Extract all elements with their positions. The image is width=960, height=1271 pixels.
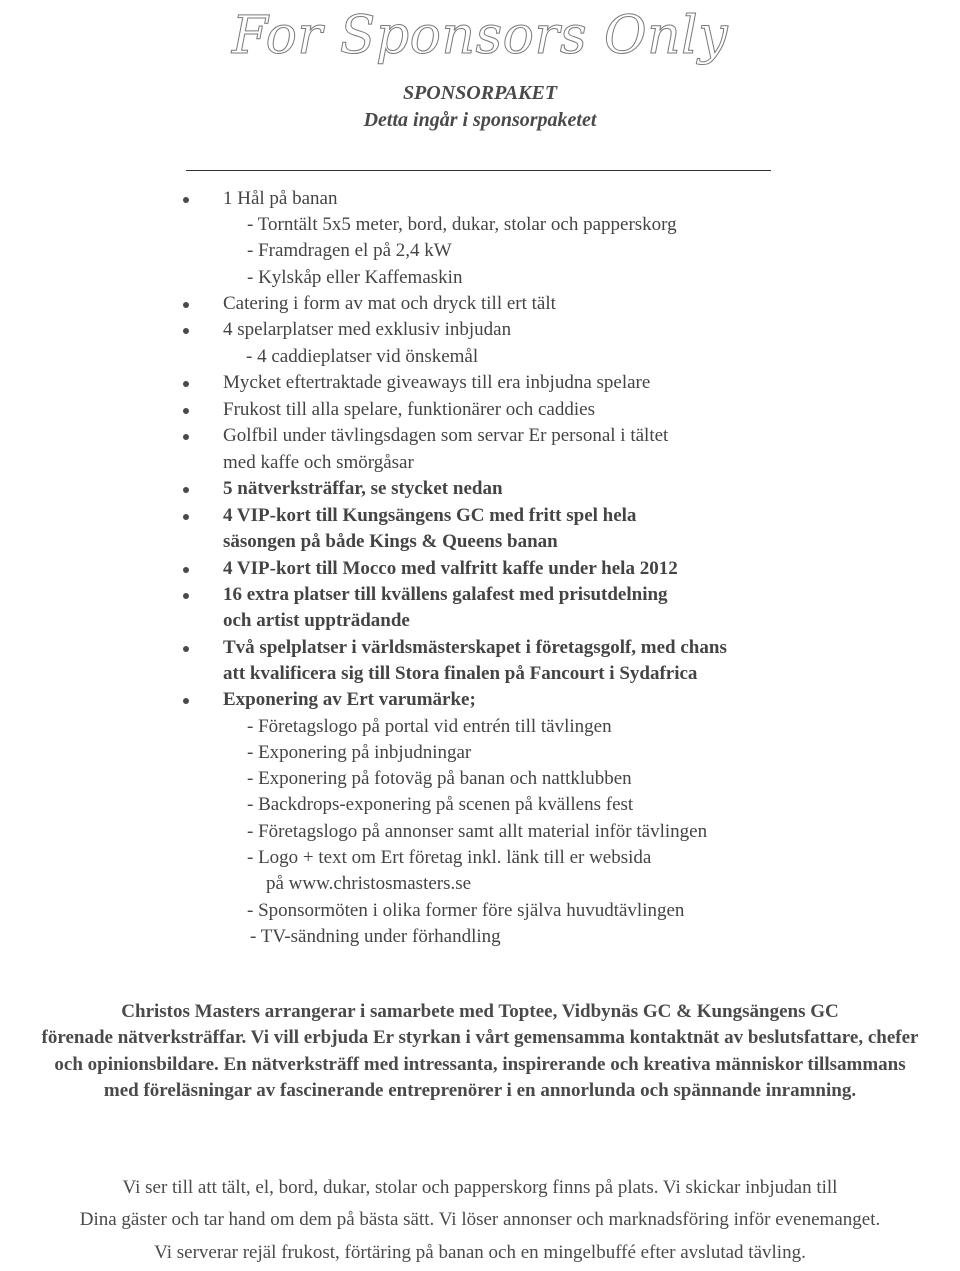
list-item: Golfbil under tävlingsdagen som servar Er personal i tältet xyxy=(223,425,669,446)
footer-line: Vi serverar rejäl frukost, förtäring på banan och en mingelbuffé efter avslutad tävling. xyxy=(154,1242,806,1263)
list-item: 4 VIP-kort till Kungsängens GC med fritt spel hela xyxy=(223,505,637,526)
list-item: 4 spelarplatser med exklusiv inbjudan xyxy=(223,319,512,340)
list-subitem: - Företagslogo på portal vid entrén till tävlingen xyxy=(247,716,612,737)
bullet-icon xyxy=(183,381,189,387)
list-subitem: och artist uppträdande xyxy=(223,610,410,631)
footer-line: Vi ser till att tält, el, bord, dukar, stolar och papperskorg finns på plats. Vi skickar inbjudan till xyxy=(122,1177,838,1198)
list-subitem: - 4 caddieplatser vid önskemål xyxy=(246,346,479,367)
list-item: Exponering av Ert varumärke; xyxy=(223,689,476,710)
bullet-icon xyxy=(183,514,189,520)
bullet-icon xyxy=(183,567,189,573)
list-subitem: att kvalificera sig till Stora finalen på Fancourt i Sydafrica xyxy=(223,663,698,684)
list-subitem: - Kylskåp eller Kaffemaskin xyxy=(247,267,463,288)
list-subitem: - Logo + text om Ert företag inkl. länk till er websida xyxy=(247,847,652,868)
list-subitem: på www.christosmasters.se xyxy=(266,873,472,894)
divider xyxy=(186,170,771,171)
list-subitem: - TV-sändning under förhandling xyxy=(250,926,501,947)
package-heading: SPONSORPAKET xyxy=(402,82,558,104)
list-subitem: säsongen på både Kings & Queens banan xyxy=(223,531,558,552)
package-tagline: Detta ingår i sponsorpaketet xyxy=(363,109,597,131)
list-subitem: med kaffe och smörgåsar xyxy=(223,452,414,473)
list-subitem: - Torntält 5x5 meter, bord, dukar, stolar och papperskorg xyxy=(247,214,677,235)
bullet-icon xyxy=(183,487,189,493)
paragraph-line: Christos Masters arrangerar i samarbete med Toptee, Vidbynäs GC & Kungsängens GC xyxy=(121,1001,839,1022)
bullet-icon xyxy=(183,328,189,334)
list-subitem: - Exponering på inbjudningar xyxy=(247,742,472,763)
list-item: 4 VIP-kort till Mocco med valfritt kaffe under hela 2012 xyxy=(223,558,678,579)
list-item: Catering i form av mat och dryck till ert tält xyxy=(223,293,556,314)
list-subitem: - Framdragen el på 2,4 kW xyxy=(247,240,452,261)
bullet-icon xyxy=(183,698,189,704)
page-title: For Sponsors Only xyxy=(231,6,729,66)
paragraph-line: och opinionsbildare. En nätverksträff med intressanta, inspirerande och kreativa människor tillsammans xyxy=(54,1054,906,1075)
list-item: Mycket eftertraktade giveaways till era inbjudna spelare xyxy=(223,372,651,393)
list-item: 5 nätverksträffar, se stycket nedan xyxy=(223,478,503,499)
list-subitem: - Exponering på fotoväg på banan och nattklubben xyxy=(247,768,632,789)
list-subitem: - Backdrops-exponering på scenen på kvällens fest xyxy=(247,794,634,815)
list-item: Frukost till alla spelare, funktionärer och caddies xyxy=(223,399,595,420)
list-item: Två spelplatser i världsmästerskapet i företagsgolf, med chans xyxy=(223,637,727,658)
bullet-icon xyxy=(183,434,189,440)
list-item: 16 extra platser till kvällens galafest med prisutdelning xyxy=(223,584,668,605)
list-item: 1 Hål på banan xyxy=(223,188,338,209)
list-subitem: - Företagslogo på annonser samt allt material inför tävlingen xyxy=(247,821,708,842)
bullet-icon xyxy=(183,197,189,203)
paragraph-line: förenade nätverksträffar. Vi vill erbjuda Er styrkan i vårt gemensamma kontaktnät av beslutsfattare, chefer xyxy=(41,1027,919,1048)
paragraph-line: med föreläsningar av fascinerande entreprenörer i en annorlunda och spännande inramning. xyxy=(103,1080,857,1101)
footer-line: Dina gäster och tar hand om dem på bästa sätt. Vi löser annonser och marknadsföring inför evenemanget. xyxy=(79,1209,881,1230)
bullet-icon xyxy=(183,408,189,414)
bullet-icon xyxy=(183,593,189,599)
bullet-icon xyxy=(183,302,189,308)
list-subitem: - Sponsormöten i olika former före själva huvudtävlingen xyxy=(247,900,685,921)
bullet-icon xyxy=(183,646,189,652)
